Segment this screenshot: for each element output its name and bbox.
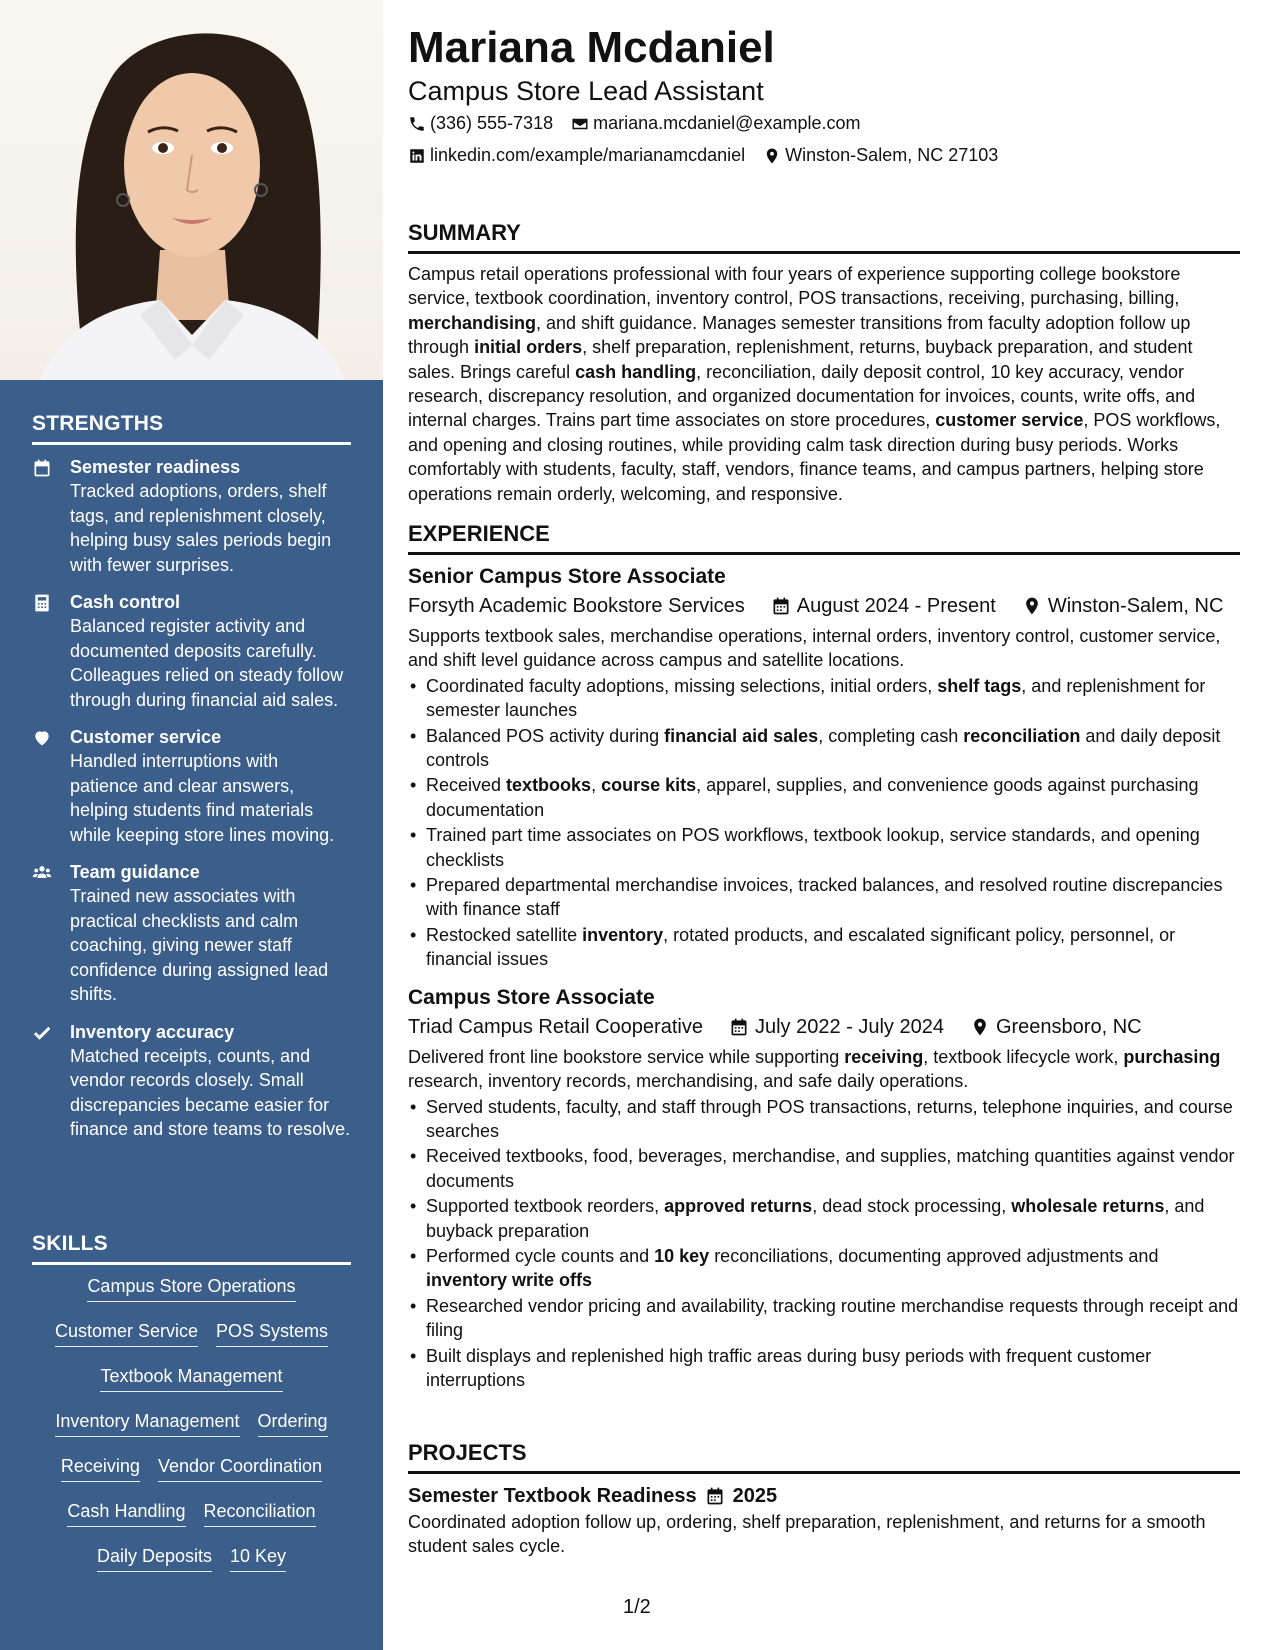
map-pin-icon — [1022, 596, 1042, 616]
job-title: Campus Store Associate — [408, 985, 655, 1009]
skill-tag: Reconciliation — [204, 1500, 316, 1527]
experience-heading: EXPERIENCE — [408, 521, 1240, 555]
summary-section — [408, 220, 1240, 506]
job-bullets — [408, 674, 1240, 972]
job-description: Delivered front line bookstore service while supporting receiving, textbook lifecycle work, purchasing research, inventory records, merchandising, and safe daily operations. — [408, 1046, 1221, 1092]
strength-item — [32, 1020, 351, 1142]
phone-contact — [408, 113, 553, 134]
job-company: Forsyth Academic Bookstore Services — [408, 595, 745, 617]
skill-row — [32, 1500, 351, 1545]
skill-tag: Textbook Management — [100, 1365, 282, 1392]
job-dates: July 2022 - July 2024 — [754, 1015, 944, 1038]
projects-heading: PROJECTS — [408, 1440, 1240, 1474]
location-text: Winston-Salem, NC 27103 — [785, 145, 999, 165]
job-location: Greensboro, NC — [995, 1015, 1142, 1038]
strength-item — [32, 860, 351, 1007]
summary-text: Campus retail operations professional with four years of experience supporting college bookstore service, textbook coordination, inventory control, POS transactions, receiving, purchasing, billing, merchandising, and shift guidance. Manages semester transitions from faculty adoption follow up through initial orders, shelf preparation, replenishment, returns, buyback preparation, and student sales. Brings careful cash handling, reconciliation, daily deposit control, 10 key accuracy, vendor research, discrepancy resolution, and organized documentation for invoices, counts, write offs, and internal charges. Trains part time associates on store procedures, customer service, POS workflows, and opening and closing routines, while providing calm task direction during busy periods. Works comfortably with students, faculty, staff, vendors, finance teams, and campus partners, helping store operations remain orderly, welcoming, and responsive. — [408, 264, 1221, 504]
skill-row — [32, 1275, 351, 1320]
phone-icon — [408, 115, 426, 133]
strength-description: Balanced register activity and documented deposits carefully. Colleagues relied on steady follow through during financial aid sales. — [70, 616, 344, 710]
page-number: 1/2 — [623, 1596, 651, 1618]
profile-photo — [0, 0, 383, 380]
bullet-item: • Researched vendor pricing and availability, tracking routine merchandise requests through receipt and filing — [408, 1294, 1240, 1343]
calendar-icon — [705, 1486, 725, 1506]
map-pin-icon — [763, 147, 781, 165]
skill-row — [32, 1365, 351, 1410]
bullet-item: • Supported textbook reorders, approved returns, dead stock processing, wholesale returns, and buyback preparation — [408, 1194, 1240, 1243]
linkedin-icon — [408, 147, 426, 165]
project-title-row — [408, 1482, 1240, 1510]
strength-item — [32, 725, 351, 847]
job-meta — [408, 1012, 1240, 1042]
projects-section — [408, 1440, 1240, 1559]
contact-row — [408, 113, 860, 134]
project-year: 2025 — [732, 1485, 778, 1507]
strength-title: Cash control — [70, 592, 181, 612]
linkedin-contact[interactable] — [408, 145, 745, 166]
strength-description: Matched receipts, counts, and vendor records closely. Small discrepancies became easier for finance and store teams to resolve. — [70, 1045, 351, 1139]
contact-row — [408, 145, 998, 166]
skill-tag: Receiving — [61, 1455, 140, 1482]
bullet-item: • Balanced POS activity during financial aid sales, completing cash reconciliation and daily deposit controls — [408, 724, 1240, 773]
users-icon — [32, 860, 70, 1007]
strength-description: Trained new associates with practical checklists and calm coaching, giving newer staff confidence during assigned lead shifts. — [70, 886, 329, 1004]
skills-heading: SKILLS — [32, 1232, 351, 1265]
bullet-item: • Received textbooks, food, beverages, merchandise, and supplies, matching quantities against vendor documents — [408, 1144, 1240, 1193]
strength-item — [32, 590, 351, 712]
linkedin-text[interactable]: linkedin.com/example/marianamcdaniel — [430, 145, 746, 165]
bullet-item: • Restocked satellite inventory, rotated products, and escalated significant policy, personnel, or financial issues — [408, 923, 1240, 972]
strength-item — [32, 455, 351, 577]
strength-title: Customer service — [70, 727, 222, 747]
location-contact — [763, 145, 998, 166]
job-entry — [408, 984, 1240, 1393]
skill-tag: Cash Handling — [67, 1500, 185, 1527]
bullet-item: • Built displays and replenished high traffic areas during busy periods with frequent customer interruptions — [408, 1344, 1240, 1393]
strength-description: Tracked adoptions, orders, shelf tags, and replenishment closely, helping busy sales periods begin with fewer surprises. — [70, 481, 332, 575]
strength-description: Handled interruptions with patience and clear answers, helping students find materials while keeping store lines moving. — [70, 751, 335, 845]
job-description: Supports textbook sales, merchandise operations, internal orders, inventory control, customer service, and shift level guidance across campus and satellite locations. — [408, 626, 1221, 671]
strength-title: Semester readiness — [70, 457, 241, 477]
job-title: Senior Campus Store Associate — [408, 565, 726, 588]
calendar-icon — [771, 596, 791, 616]
skill-tag: Ordering — [258, 1410, 328, 1437]
summary-heading: SUMMARY — [408, 220, 1240, 254]
bullet-item: • Served students, faculty, and staff through POS transactions, returns, telephone inquiries, and course searches — [408, 1095, 1240, 1144]
strengths-section — [32, 412, 351, 1155]
calendar-icon — [729, 1017, 749, 1037]
envelope-icon — [571, 115, 589, 133]
bullet-item: • Trained part time associates on POS workflows, textbook lookup, service standards, and opening checklists — [408, 823, 1240, 872]
email-contact[interactable] — [571, 113, 860, 134]
skills-section — [32, 1232, 351, 1590]
heart-icon — [32, 725, 70, 847]
bullet-item: • Performed cycle counts and 10 key reconciliations, documenting approved adjustments and inventory write offs — [408, 1244, 1240, 1293]
job-bullets — [408, 1095, 1240, 1393]
bullet-item: • Coordinated faculty adoptions, missing selections, initial orders, shelf tags, and replenishment for semester launches — [408, 674, 1240, 723]
job-entry — [408, 563, 1240, 972]
skill-tag: Vendor Coordination — [158, 1455, 322, 1482]
strength-title: Inventory accuracy — [70, 1021, 235, 1042]
map-pin-icon — [970, 1017, 990, 1037]
skill-row — [32, 1545, 351, 1590]
job-location: Winston-Salem, NC — [1047, 595, 1224, 617]
skill-tag: 10 Key — [230, 1545, 286, 1572]
calendar-icon — [32, 455, 70, 577]
skill-tag: Daily Deposits — [97, 1545, 212, 1572]
phone-text: (336) 555-7318 — [430, 113, 554, 133]
candidate-name: Mariana Mcdaniel — [408, 23, 775, 72]
job-meta — [408, 591, 1240, 621]
strength-title: Team guidance — [70, 862, 200, 882]
skill-row — [32, 1320, 351, 1365]
skill-tag: POS Systems — [216, 1320, 328, 1347]
skill-tag: Campus Store Operations — [87, 1275, 295, 1302]
project-title: Semester Textbook Readiness — [408, 1485, 697, 1507]
job-dates: August 2024 - Present — [796, 595, 996, 617]
skill-tag: Inventory Management — [55, 1410, 239, 1437]
skill-row — [32, 1410, 351, 1455]
experience-section — [408, 521, 1240, 1393]
sidebar — [0, 0, 383, 1650]
project-description: Coordinated adoption follow up, ordering, shelf preparation, replenishment, and returns for a smooth student sales cycle. — [408, 1512, 1206, 1557]
check-icon — [32, 1020, 70, 1142]
skill-tag: Customer Service — [55, 1320, 198, 1347]
email-text[interactable]: mariana.mcdaniel@example.com — [593, 113, 861, 133]
job-company: Triad Campus Retail Cooperative — [408, 1015, 703, 1038]
bullet-item: • Received textbooks, course kits, apparel, supplies, and convenience goods against purchasing documentation — [408, 773, 1240, 822]
strengths-heading: STRENGTHS — [32, 412, 351, 445]
skill-row — [32, 1455, 351, 1500]
calculator-icon — [32, 590, 70, 712]
candidate-title: Campus Store Lead Assistant — [408, 76, 764, 106]
bullet-item: • Prepared departmental merchandise invoices, tracked balances, and resolved routine discrepancies with finance staff — [408, 873, 1240, 922]
